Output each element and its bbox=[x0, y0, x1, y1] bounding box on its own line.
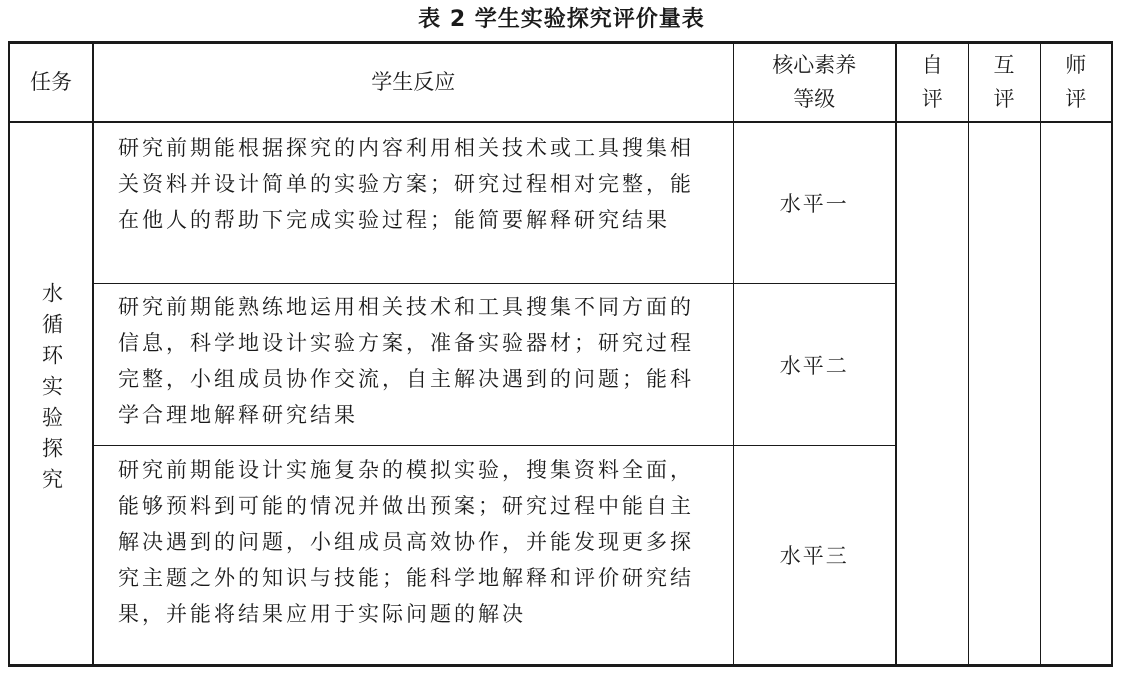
response-cell: 研究前期能根据探究的内容利用相关技术或工具搜集相关资料并设计简单的实验方案；研究过程相对完整，能在他人的帮助下完成实验过程；能简要解释研究结果 bbox=[93, 122, 733, 284]
header-teacher-1: 师 bbox=[1065, 53, 1087, 78]
header-self-2: 评 bbox=[921, 87, 943, 112]
level-cell: 水平三 bbox=[733, 446, 896, 666]
response-cell: 研究前期能设计实施复杂的模拟实验，搜集资料全面，能够预料到可能的情况并做出预案；研究过程中能自主解决遇到的问题，小组成员高效协作，并能发现更多探究主题之外的知识与技能；能科学地解释和评价研究结果，并能将结果应用于实际问题的解决 bbox=[93, 446, 733, 666]
header-peer-eval bbox=[968, 43, 1040, 122]
header-row bbox=[9, 43, 1112, 122]
table-row bbox=[9, 122, 1112, 284]
header-teacher-eval bbox=[1040, 43, 1112, 122]
evaluation-table bbox=[8, 41, 1113, 667]
level-cell: 水平一 bbox=[733, 122, 896, 284]
header-peer-2: 评 bbox=[993, 87, 1015, 112]
level-cell: 水平二 bbox=[733, 284, 896, 446]
header-level-line2: 等级 bbox=[793, 87, 836, 112]
self-eval-cell bbox=[896, 122, 968, 666]
header-peer-1: 互 bbox=[993, 53, 1015, 78]
header-task: 任务 bbox=[9, 43, 93, 122]
teacher-eval-cell bbox=[1040, 122, 1112, 666]
peer-eval-cell bbox=[968, 122, 1040, 666]
header-teacher-2: 评 bbox=[1065, 87, 1087, 112]
task-cell bbox=[9, 122, 93, 666]
header-self-1: 自 bbox=[921, 53, 943, 78]
header-level-line1: 核心素养 bbox=[772, 53, 857, 78]
header-level bbox=[733, 43, 896, 122]
task-name: 水循环实验探究 bbox=[39, 282, 64, 500]
header-response: 学生反应 bbox=[93, 43, 733, 122]
table-title: 表 2 学生实验探究评价量表 bbox=[418, 7, 705, 32]
response-cell: 研究前期能熟练地运用相关技术和工具搜集不同方面的信息，科学地设计实验方案，准备实验器材；研究过程完整，小组成员协作交流，自主解决遇到的问题；能科学合理地解释研究结果 bbox=[93, 284, 733, 446]
header-self-eval bbox=[896, 43, 968, 122]
